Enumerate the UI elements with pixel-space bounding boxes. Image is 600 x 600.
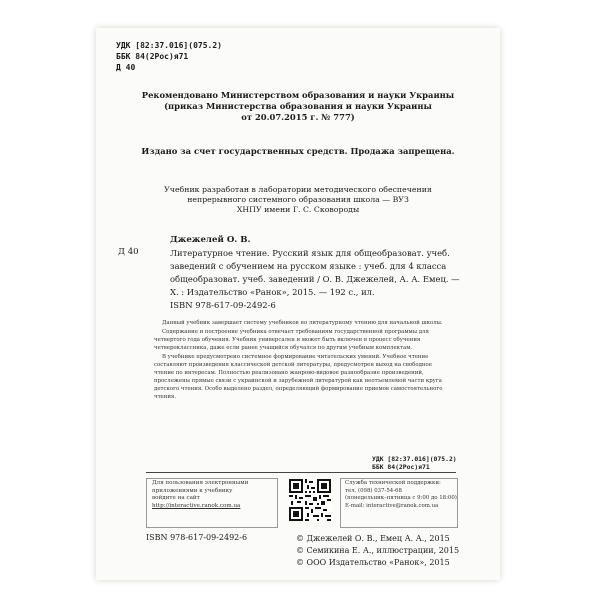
biblio-line: общеобразоват. учеб. заведений / О. В. Джежелей, А. А. Емец. — — [170, 274, 460, 284]
development-line: непрерывного системного образования школа — ВУЗ — [187, 195, 409, 204]
bbk-code: ББК 84(2Рос)я71 — [116, 52, 189, 61]
apps-line: приложениями к учебнику — [152, 487, 233, 494]
annotation-paragraph: Данный учебник завершает систему учебников по литературному чтению для начальной школы. — [162, 320, 443, 326]
electronic-apps-text — [152, 480, 248, 510]
bbk-code-bottom: ББК 84(2Рос)я71 — [372, 463, 430, 471]
recommendation-line: Рекомендовано Министерством образования и науки Украины — [141, 90, 455, 100]
copyright-line: © ООО Издательство «Ранок», 2015 — [296, 558, 450, 567]
udk-block — [116, 40, 222, 73]
development-line: ХНПУ имени Г. С. Сковороды — [236, 205, 360, 214]
support-email: E-mail: interactive@ranok.com.ua — [345, 502, 439, 509]
copyright-line: © Семикина Е. А., иллюстрации, 2015 — [296, 546, 460, 555]
support-line: тел. (098) 037-54-68 — [345, 487, 402, 494]
biblio-isbn: ISBN 978-617-09-2492-6 — [170, 300, 276, 310]
biblio-code: Д 40 — [118, 247, 139, 257]
support-line: Служба технической поддержки: — [345, 480, 441, 486]
recommendation-line: (приказ Министерства образования и науки Украины — [164, 101, 432, 111]
biblio-line: Х. : Издательство «Ранок», 2015. — 192 с., ил. — [170, 287, 375, 297]
copyright-block — [296, 533, 459, 569]
udk-code-bottom: УДК [82:37.016](075.2) — [372, 455, 457, 463]
divider — [146, 472, 456, 473]
recommendation-line: от 20.07.2015 г. № 777) — [241, 112, 355, 122]
support-line: (понедельник–пятница с 9:00 до 18:00) — [345, 495, 457, 501]
development-note — [96, 185, 500, 215]
apps-link[interactable]: http://interactive.ranok.com.ua — [152, 502, 241, 509]
tech-support-text — [345, 480, 457, 510]
biblio-line: Литературное чтение. Русский язык для общеобразоват. учеб. — [170, 248, 450, 258]
funding-note: Издано за счет государственных средств. Продажа запрещена. — [141, 146, 455, 156]
book-imprint-page — [96, 28, 500, 580]
biblio-description — [170, 247, 460, 299]
annotation — [154, 319, 446, 401]
author-mark: Д 40 — [116, 63, 136, 72]
biblio-author: Джежелей О. В. — [170, 235, 251, 245]
apps-line: Для пользования электронными — [152, 480, 249, 486]
annotation-paragraph: Содержание и построение учебника отвечает требованиям государственной программы для четвертого года обучения. Учебник универсален и может быть включен в процесс обучения четвероклассника, даже если ранее учащийся обучался по другим учебным комплектам. — [154, 329, 429, 351]
qr-code-icon — [289, 479, 331, 521]
biblio-line: заведений с обучением на русском языке : учеб. для 4 класса — [170, 261, 447, 271]
copyright-line: © Джежелей О. В., Емец А. А., 2015 — [296, 534, 450, 543]
annotation-paragraph: В учебнике предусмотрено системное формирование читательских умений. Учебное чтение составляют произведения классической детской литературы, предусмотрен выход на свободное чтение по интересам. Полностью реализовано жанрово-видовое разнообразие произведений, прослежены прямые связи с украинской и зарубежной литературой как неотъемлемой части круга детского чтения. Особо выделено раздел, определяющий формирование приемов самостоятельного чтения. — [154, 354, 443, 400]
isbn-bottom: ISBN 978-617-09-2492-6 — [146, 533, 248, 542]
udk-block-bottom — [372, 455, 457, 471]
recommendation-block — [96, 90, 500, 123]
apps-line: войдите на сайт — [152, 495, 200, 502]
udk-code: УДК [82:37.016](075.2) — [116, 41, 222, 50]
development-line: Учебник разработан в лаборатории методического обеспечения — [164, 185, 432, 194]
